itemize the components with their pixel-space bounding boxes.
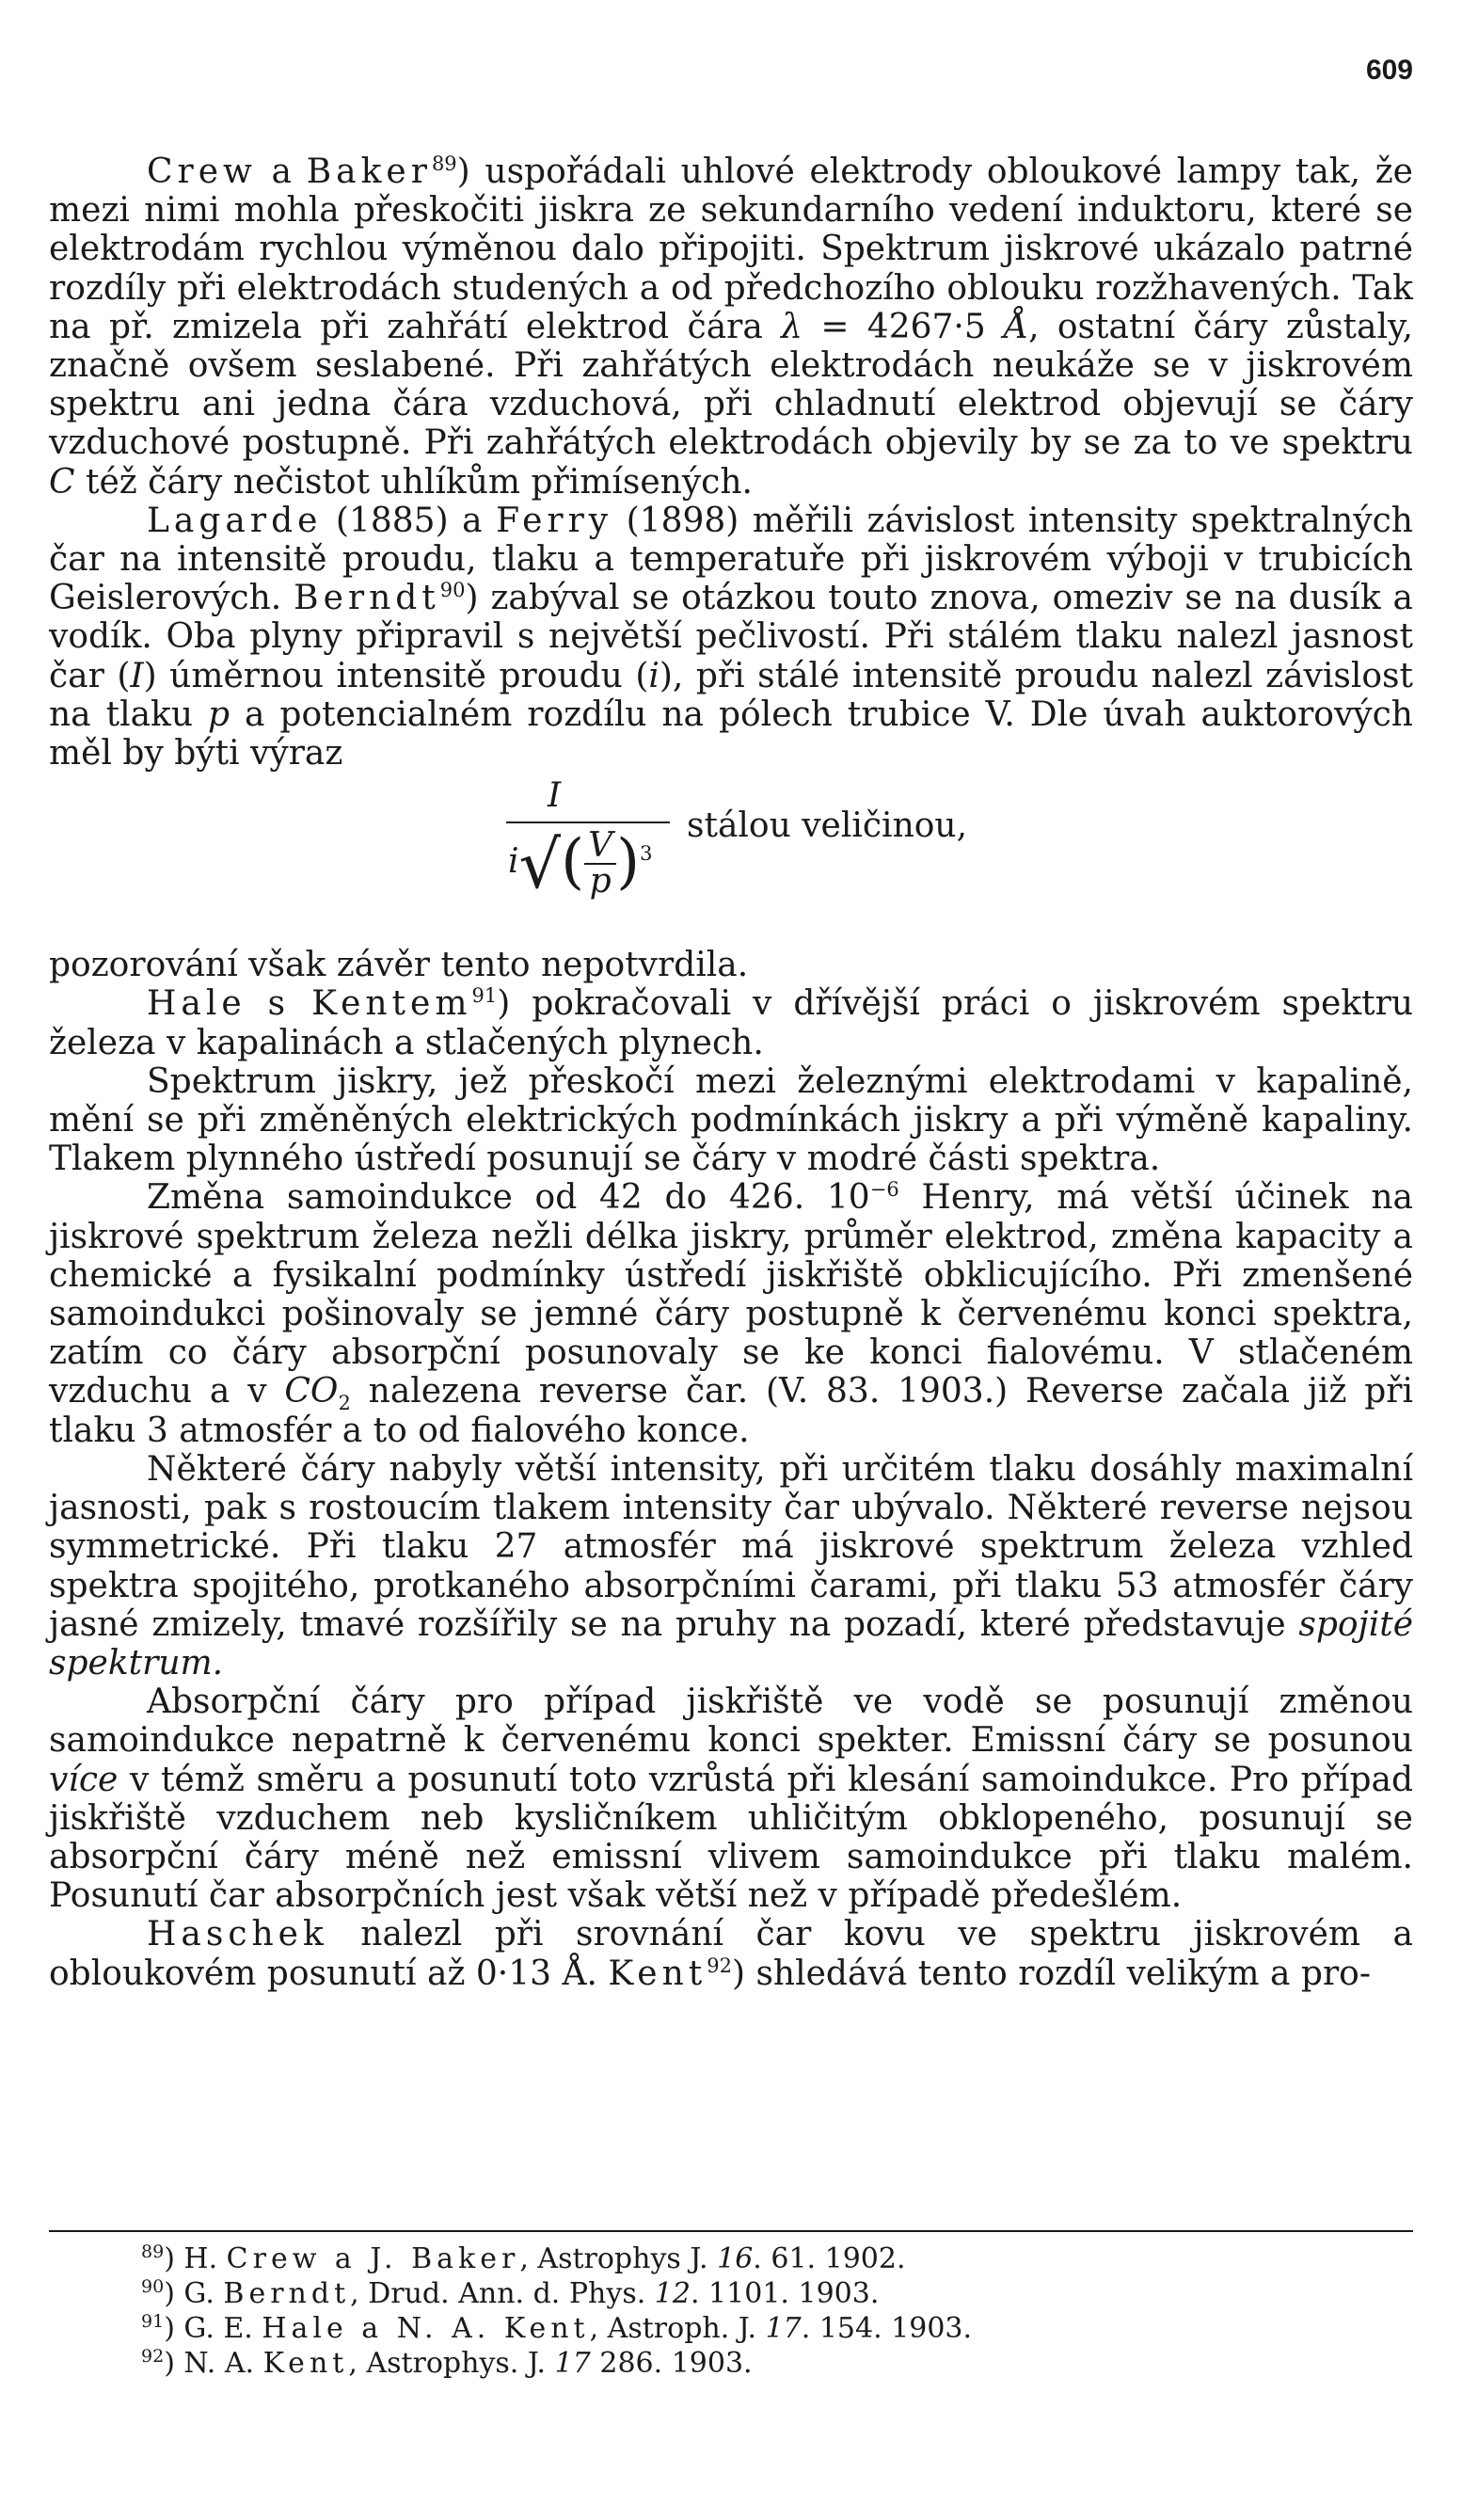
paragraph-hale-kent: Hale s Kentem$^{91}$) pokračovali v dřívější práci o jiskrovém spektru železa v kapalinách a stlačených plynech. (49, 984, 1414, 1062)
paragraph-haschek: Haschek nalezl při srovnání čar kovu ve spektru jiskrovém a obloukovém posunutí až 0·13 Å. Kent$^{92}$) shledává tento rozdíl velikým a pro- (49, 1915, 1413, 1993)
footnotes (141, 2241, 1364, 2381)
paragraph-intensity: Některé čáry nabyly větší intensity, při určitém tlaku dosáhly maximalní jasnosti, pak s rostoucím tlakem intensity čar ubývalo. Některé reverse nejsou symmetrické. Při tlaku 27 atmosfér má jiskrové spektrum železa vzhled spektra spojitého, protkaného absorpčními čarami, při tlaku 53 atmosfér čáry jasné zmizely, tmavé rozšířily se na pruhy na pozadí, které představuje spojité spektrum. (49, 1449, 1413, 1683)
footnote-ref: 90 (439, 579, 466, 602)
author-name: Berndt (294, 579, 440, 618)
formula-denominator: i√( $\frac{V}{p}$ )$^3$ (508, 826, 653, 904)
formula-numerator: I (548, 776, 562, 816)
paragraph-samoindukce: Změna samoindukce od 42 do 426. $10^{-6}$ Henry, má větší účinek na jiskrové spektrum železa nežli délka jiskry, průměr elektrod, změna kapacity a chemické a fysikalní podmínky ústředí jiskřiště obklicujícího. Při zmenšené samoindukci pošinovaly se jemné čáry postupně k červenému konci spektra, zatím co čáry absorpční posunovaly se ke konci fialovému. V stlačeném vzduchu a v $CO_2$ nalezena reverse čar. (V. 83. 1903.) Reverse začala již při tlaku 3 atmosfér a to od fialového konce. (49, 1178, 1414, 1450)
footnote: $^{92}$) N. A. Kent, Astrophys. J. 17 286. 1903. (141, 2346, 753, 2380)
paragraph-spectrum: Spektrum jiskry, jež přeskočí mezi železnými elektrodami v kapalině, mění se při změněných elektrických podmínkách jiskry a při výměně kapaliny. Tlakem plynného ústředí posunují se čáry v modré části spektra. (49, 1061, 1413, 1179)
footnote: $^{89}$) H. Crew a J. Baker, Astrophys J. 16. 61. 1902. (141, 2241, 906, 2275)
paragraph-crew-baker: Crew a Baker$^{89}$) uspořádali uhlové elektrody obloukové lampy tak, že mezi nimi mohla přeskočiti jiskra ze sekundarního vedení induktoru, které se elektrodám rychlou výměnou dalo připojiti. Spektrum jiskrové ukázalo patrné rozdíly při elektrodách studených a od předchozího oblouku rozžhavených. Tak na př. zmizela při zahřátí elektrod čára λ = 4267·5 Å, ostatní čáry zůstaly, značně ovšem seslabené. Při zahřátých elektrodách neukáže se v jiskrovém spektru ani jedna čára vzduchová, při chladnutí elektrod objevují se čáry vzduchové postupně. Při zahřátých elektrodách objevily by se za to ve spektru C též čáry nečistot uhlíkům přimísených. (49, 152, 1413, 502)
footnote-ref: 91 (471, 984, 498, 1008)
formula-text: stálou veličinou, (687, 806, 968, 846)
body-text (49, 152, 1413, 1993)
page-number: 609 (1365, 55, 1413, 86)
author-name: Crew (147, 152, 257, 191)
sqrt-sign: √ (518, 826, 562, 904)
paragraph-absorption: Absorpční čáry pro případ jiskřiště ve vodě se posunují změnou samoindukce nepatrně k červenému konci spekter. Emissní čáry se posunou více v témž směru a posunutí toto vzrůstá při klesání samoindukce. Pro případ jiskřiště vzduchem neb kysličníkem uhličitým obklopeného, posunují se absorpční čáry méně než emissní vlivem samoindukce při tlaku malém. Posunutí čar absorpčních jest však větší než v případě předešlém. (49, 1683, 1413, 1916)
paragraph-lagarde-ferry: Lagarde (1885) a Ferry (1898) měřili závislost intensity spektralných čar na intensitě proudu, tlaku a temperatuře při jiskrovém výboji v trubicích Geislerových. Berndt$^{90}$) zabýval se otázkou touto znova, omeziv se na dusík a vodík. Oba plyny připravil s největší pečlivostí. Při stálém tlaku nalezl jasnost čar (I) úměrnou intensitě proudu (i), při stálé intensitě proudu nalezl závislost na tlaku p a potencialném rozdílu na pólech trubice V. Dle úvah auktorových měl by býti výraz (49, 501, 1413, 774)
footnote-ref: 89 (431, 152, 457, 175)
footnote-ref: 92 (707, 1954, 732, 1977)
author-name: Kentem (311, 984, 472, 1024)
author-name: Kent (608, 1954, 707, 1993)
footnote-divider (49, 2230, 1413, 2232)
author-name: Hale (147, 984, 246, 1024)
author-name: Lagarde (147, 501, 323, 540)
fraction-line (506, 821, 670, 823)
author-name: Ferry (496, 501, 613, 540)
footnote: $^{91}$) G. E. Hale a N. A. Kent, Astroph. J. 17. 154. 1903. (141, 2311, 973, 2345)
footnote: $^{90}$) G. Berndt, Drud. Ann. d. Phys. 12. 1101. 1903. (141, 2276, 880, 2310)
formula (461, 776, 1413, 936)
paragraph-conclusion: pozorování však závěr tento nepotvrdila. (49, 946, 749, 985)
author-name: Haschek (147, 1915, 328, 1954)
author-name: Baker (306, 152, 432, 191)
